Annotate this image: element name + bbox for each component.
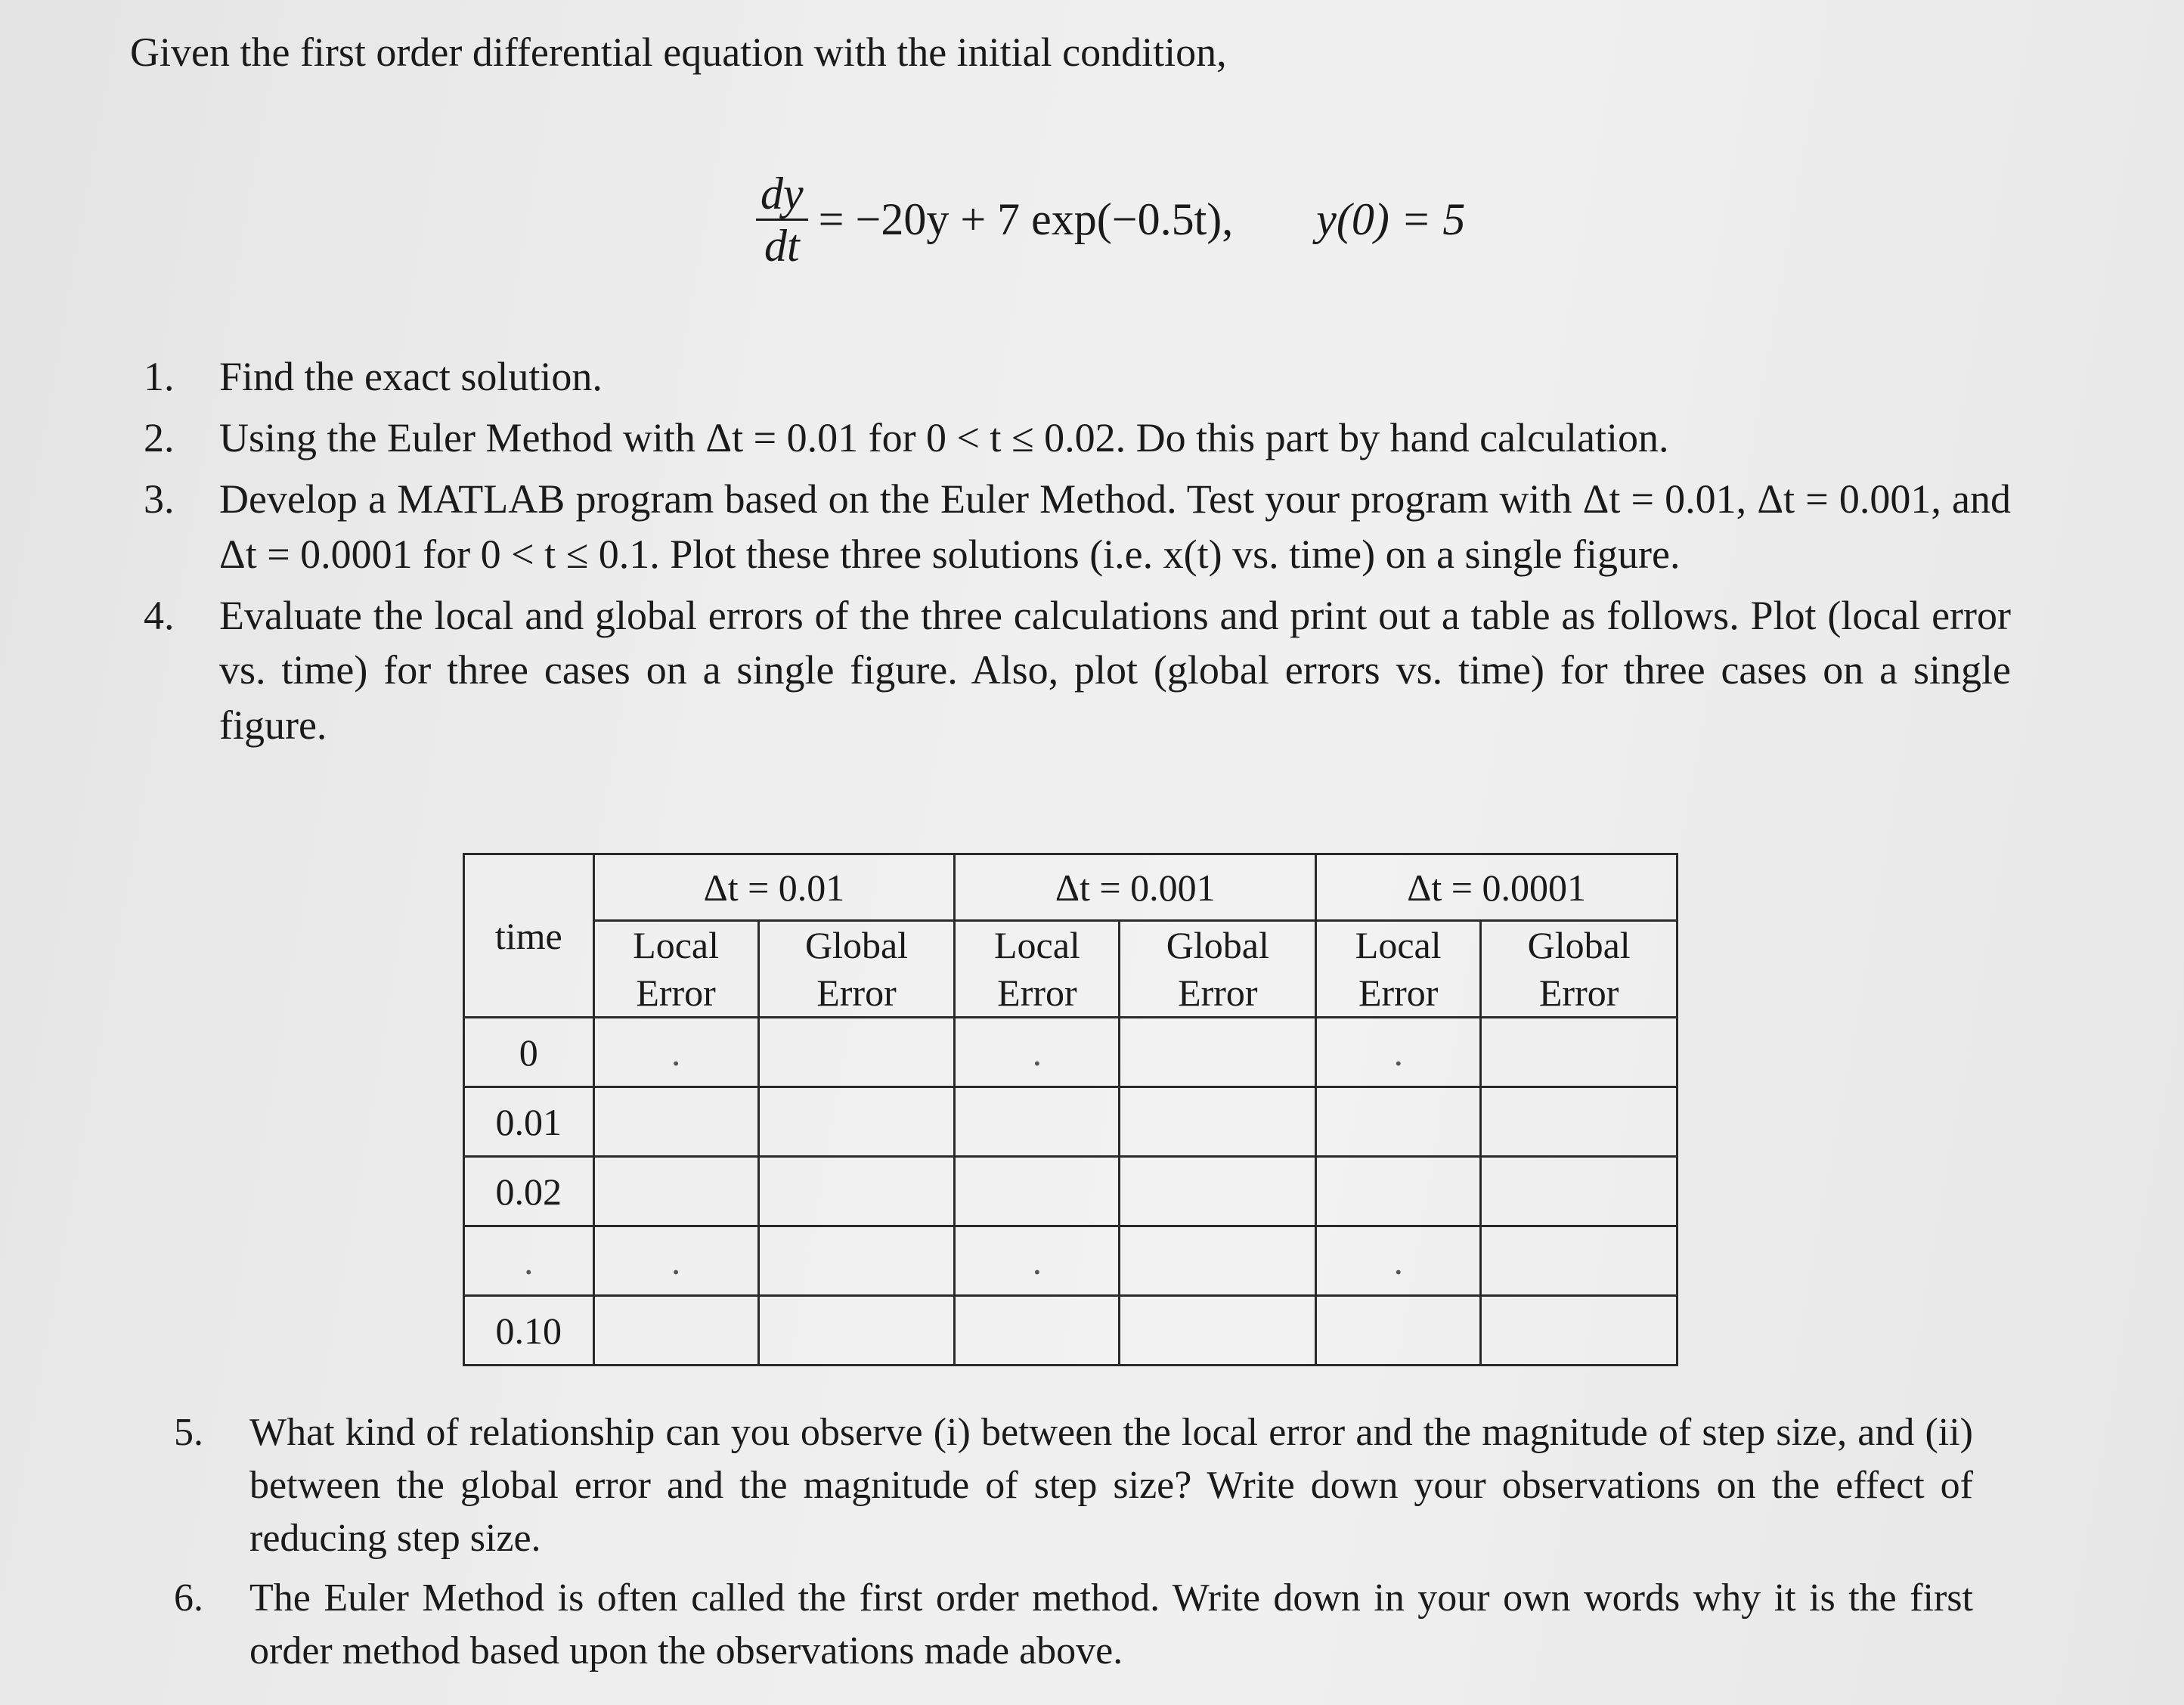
- list-item: [174, 1572, 1973, 1678]
- time-cell: 0.02: [464, 1157, 594, 1226]
- global-error-header: Global Error: [1481, 921, 1677, 1018]
- table-cell: [955, 1157, 1120, 1226]
- intro-text: Given the first order differential equation with the initial condition,: [130, 29, 1227, 75]
- time-cell: .: [464, 1226, 594, 1296]
- dt-header: Δt = 0.0001: [1316, 854, 1677, 921]
- table-cell: [1120, 1018, 1316, 1087]
- item-number: 2.: [144, 414, 175, 460]
- table-cell: .: [1316, 1018, 1481, 1087]
- local-error-header: Local Error: [593, 921, 758, 1018]
- list-item: [144, 472, 2011, 582]
- table-cell: [955, 1087, 1120, 1157]
- table-cell: [758, 1157, 955, 1226]
- dt-header: Δt = 0.001: [955, 854, 1316, 921]
- differential-equation: [756, 151, 1465, 287]
- table-cell: [1481, 1296, 1677, 1366]
- item-text: Develop a MATLAB program based on the Euler Method. Test your program with Δt = 0.01, Δt = 0.001, and Δt = 0.0001 for 0 < t ≤ 0.1. Plot these three solutions (i.e. x(t) vs. time) on a single figure.: [219, 476, 2011, 577]
- derivative-fraction: [756, 169, 808, 271]
- table-cell: [1481, 1157, 1677, 1226]
- table-cell: .: [1316, 1226, 1481, 1296]
- task-list-continued: [174, 1406, 1973, 1684]
- table-cell: [1316, 1157, 1481, 1226]
- table-cell: [1481, 1018, 1677, 1087]
- item-number: 6.: [174, 1576, 203, 1620]
- table-row: [464, 1296, 1677, 1366]
- table-cell: .: [593, 1018, 758, 1087]
- item-number: 5.: [174, 1411, 203, 1454]
- dt-header: Δt = 0.01: [593, 854, 955, 921]
- time-header: time: [464, 854, 594, 1018]
- table-row: [464, 1226, 1677, 1296]
- table-cell: [593, 1296, 758, 1366]
- table-cell: [758, 1087, 955, 1157]
- table-cell: [593, 1087, 758, 1157]
- table-cell: [1120, 1296, 1316, 1366]
- local-error-header: Local Error: [1316, 921, 1481, 1018]
- time-cell: 0.01: [464, 1087, 594, 1157]
- item-number: 3.: [144, 476, 175, 522]
- table-cell: [955, 1296, 1120, 1366]
- table-cell: .: [955, 1018, 1120, 1087]
- time-cell: 0.10: [464, 1296, 594, 1366]
- item-text: Evaluate the local and global errors of the three calculations and print out a table as follows. Plot (local error vs. time) for three cases on a single figure. Also, plot (global errors vs. time) for three cases on a single figure.: [219, 592, 2011, 749]
- table-cell: [1481, 1087, 1677, 1157]
- error-table: [463, 853, 1678, 1366]
- task-list: [144, 349, 2011, 759]
- table-cell: [1481, 1226, 1677, 1296]
- table-row: [464, 1018, 1677, 1087]
- table-cell: [1120, 1226, 1316, 1296]
- global-error-header: Global Error: [758, 921, 955, 1018]
- list-item: [174, 1406, 1973, 1566]
- list-item: [144, 349, 2011, 405]
- local-error-header: Local Error: [955, 921, 1120, 1018]
- table-cell: [1120, 1087, 1316, 1157]
- table-cell: [758, 1296, 955, 1366]
- item-number: 1.: [144, 354, 175, 399]
- item-text: What kind of relationship can you observe (i) between the local error and the magnitude of step size, and (ii) between the global error and the magnitude of step size? Write down your observations on the effect of reducing step size.: [249, 1411, 1973, 1561]
- initial-condition: y(0) = 5: [1316, 194, 1466, 244]
- global-error-header: Global Error: [1120, 921, 1316, 1018]
- table-cell: [758, 1018, 955, 1087]
- table-cell: .: [955, 1226, 1120, 1296]
- table-row: [464, 1157, 1677, 1226]
- item-number: 4.: [144, 592, 175, 638]
- fraction-numerator: dy: [756, 169, 808, 221]
- item-text: Find the exact solution.: [219, 354, 603, 399]
- equation-rhs: = −20y + 7 exp(−0.5t),: [818, 194, 1234, 244]
- item-text: Using the Euler Method with Δt = 0.01 for 0 < t ≤ 0.02. Do this part by hand calculation.: [219, 414, 1669, 460]
- table-cell: [758, 1226, 955, 1296]
- item-text: The Euler Method is often called the first order method. Write down in your own words why it is the first order method based upon the observations made above.: [249, 1576, 1973, 1672]
- table-cell: [1120, 1157, 1316, 1226]
- list-item: [144, 411, 2011, 466]
- table-cell: [1316, 1296, 1481, 1366]
- time-cell: 0: [464, 1018, 594, 1087]
- table-row: [464, 1087, 1677, 1157]
- table-cell: [593, 1157, 758, 1226]
- table-cell: .: [593, 1226, 758, 1296]
- list-item: [144, 588, 2011, 754]
- fraction-denominator: dt: [764, 220, 800, 271]
- table-cell: [1316, 1087, 1481, 1157]
